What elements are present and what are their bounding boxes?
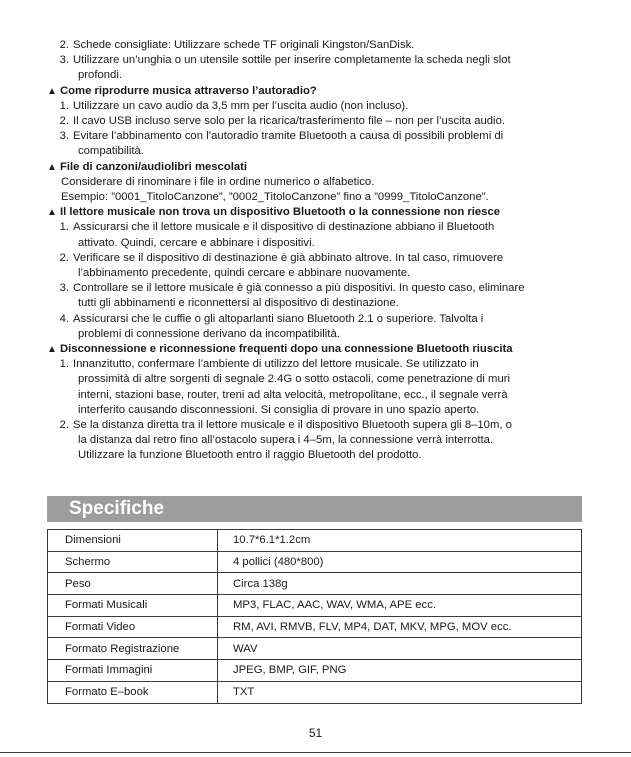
item-continuation: interni, stazioni base, router, treni ad alta velocità, metropolitane, ecc., il segnale verrà [78, 388, 508, 401]
table-row [48, 616, 582, 638]
specs-heading: Specifiche [47, 496, 582, 522]
item-number: 3. [59, 130, 69, 143]
list-item [47, 220, 592, 235]
item-number: 3. [59, 54, 69, 67]
item-text: Assicurarsi che le cuffie o gli altoparlanti siano Bluetooth 2.1 o superiore. Talvolta i [73, 312, 484, 325]
item-text: Schede consigliate: Utilizzare schede TF originali Kingston/SanDisk. [73, 39, 415, 51]
spec-key: Schermo [48, 551, 218, 573]
item-number: 1. [59, 221, 69, 234]
spec-key: Peso [48, 573, 218, 595]
list-item [47, 357, 592, 372]
spec-value: JPEG, BMP, GIF, PNG [218, 660, 582, 682]
list-item [47, 38, 592, 53]
item-number: 2. [59, 251, 69, 264]
list-item [47, 418, 592, 433]
list-item [47, 251, 592, 266]
item-text: Verificare se il dispositivo di destinazione è già abbinato altrove. In tal caso, rimuovere [73, 251, 504, 264]
section-heading [47, 342, 592, 357]
triangle-icon: ▲ [47, 161, 57, 173]
item-text: Utilizzare un’unghia o un utensile sottile per inserire completamente la scheda negli slot [73, 54, 511, 67]
section-title: File di canzoni/audiolibri mescolati [60, 160, 248, 173]
paragraph-line: Considerare di rinominare i file in ordine numerico o alfabetico. [61, 175, 375, 188]
item-number: 2. [59, 115, 69, 128]
list-item [47, 281, 592, 296]
item-number: 2. [59, 39, 69, 51]
page-number: 51 [308, 726, 323, 740]
troubleshooting-text [47, 38, 592, 464]
spec-value: RM, AVI, RMVB, FLV, MP4, DAT, MKV, MPG, MOV ecc. [218, 616, 582, 638]
spec-value: TXT [218, 681, 582, 703]
specs-table [47, 529, 582, 704]
table-row [48, 530, 582, 552]
item-continuation: problemi di connessione derivano da incompatibilità. [78, 327, 340, 340]
list-item [47, 114, 592, 129]
item-text: Assicurarsi che il lettore musicale e il dispositivo di destinazione abbiano il Bluetooth [73, 221, 495, 234]
list-item [47, 312, 592, 327]
section-title: Come riprodurre musica attraverso l’autoradio? [60, 84, 317, 97]
item-text: Il cavo USB incluso serve solo per la ricarica/trasferimento file – non per l’uscita audio. [73, 115, 505, 128]
triangle-icon: ▲ [47, 344, 57, 356]
section-heading [47, 205, 592, 220]
spec-value: MP3, FLAC, AAC, WAV, WMA, APE ecc. [218, 595, 582, 617]
section-heading [47, 84, 592, 99]
spec-key: Dimensioni [48, 530, 218, 552]
item-number: 2. [59, 419, 69, 432]
spec-key: Formato Registrazione [48, 638, 218, 660]
item-text: Se la distanza diretta tra il lettore musicale e il dispositivo Bluetooth supera gli 8–10m, o [73, 419, 512, 432]
item-continuation: interferito causando disconnessioni. Si consiglia di provare in uno spazio aperto. [78, 403, 480, 416]
spec-key: Formati Musicali [48, 595, 218, 617]
item-continuation: prossimità di altre sorgenti di segnale 2.4G o sotto ostacoli, come penetrazione di muri [78, 373, 511, 386]
section-title: Il lettore musicale non trova un dispositivo Bluetooth o la connessione non riesce [60, 206, 501, 219]
triangle-icon: ▲ [47, 207, 57, 219]
table-row [48, 660, 582, 682]
item-continuation: la distanza dal retro fino all’ostacolo supera i 4–5m, la connessione verrà interrotta. [78, 434, 494, 447]
item-continuation: tutti gli abbinamenti e riconnettersi al dispositivo di destinazione. [78, 297, 399, 310]
spec-key: Formati Immagini [48, 660, 218, 682]
spec-value: Circa 138g [218, 573, 582, 595]
spec-key: Formati Video [48, 616, 218, 638]
item-continuation: l’abbinamento precedente, quindi cercare e abbinare nuovamente. [78, 267, 411, 280]
item-continuation: attivato. Quindi, cercare e abbinare i dispositivi. [78, 236, 315, 249]
spec-value: 4 pollici (480*800) [218, 551, 582, 573]
item-continuation: Utilizzare la funzione Bluetooth entro il raggio Bluetooth del prodotto. [78, 449, 422, 462]
bottom-divider [0, 752, 631, 753]
table-row [48, 638, 582, 660]
item-number: 1. [59, 358, 69, 371]
section-heading [47, 160, 592, 175]
spec-value: WAV [218, 638, 582, 660]
table-row [48, 681, 582, 703]
item-continuation: profondi. [78, 69, 122, 82]
list-item [47, 99, 592, 114]
list-item [47, 53, 592, 68]
item-number: 1. [59, 99, 69, 112]
table-row [48, 551, 582, 573]
item-text: Utilizzare un cavo audio da 3,5 mm per l’uscita audio (non incluso). [73, 99, 409, 112]
table-row [48, 595, 582, 617]
list-item [47, 129, 592, 144]
paragraph-line: Esempio: ”0001_TitoloCanzone”, ”0002_TitoloCanzone” fino a ”0999_TitoloCanzone”. [61, 191, 489, 204]
spec-value: 10.7*6.1*1.2cm [218, 530, 582, 552]
triangle-icon: ▲ [47, 85, 57, 97]
item-number: 3. [59, 282, 69, 295]
item-text: Innanzitutto, confermare l’ambiente di utilizzo del lettore musicale. Se utilizzato in [73, 358, 479, 371]
item-text: Evitare l’abbinamento con l’autoradio tramite Bluetooth a causa di possibili problemi di [73, 130, 504, 143]
spec-key: Formato E–book [48, 681, 218, 703]
table-row [48, 573, 582, 595]
item-text: Controllare se il lettore musicale è già connesso a più dispositivi. In questo caso, eliminare [73, 282, 525, 295]
item-number: 4. [59, 312, 69, 325]
item-continuation: compatibilità. [78, 145, 144, 158]
section-title: Disconnessione e riconnessione frequenti dopo una connessione Bluetooth riuscita [60, 343, 513, 356]
